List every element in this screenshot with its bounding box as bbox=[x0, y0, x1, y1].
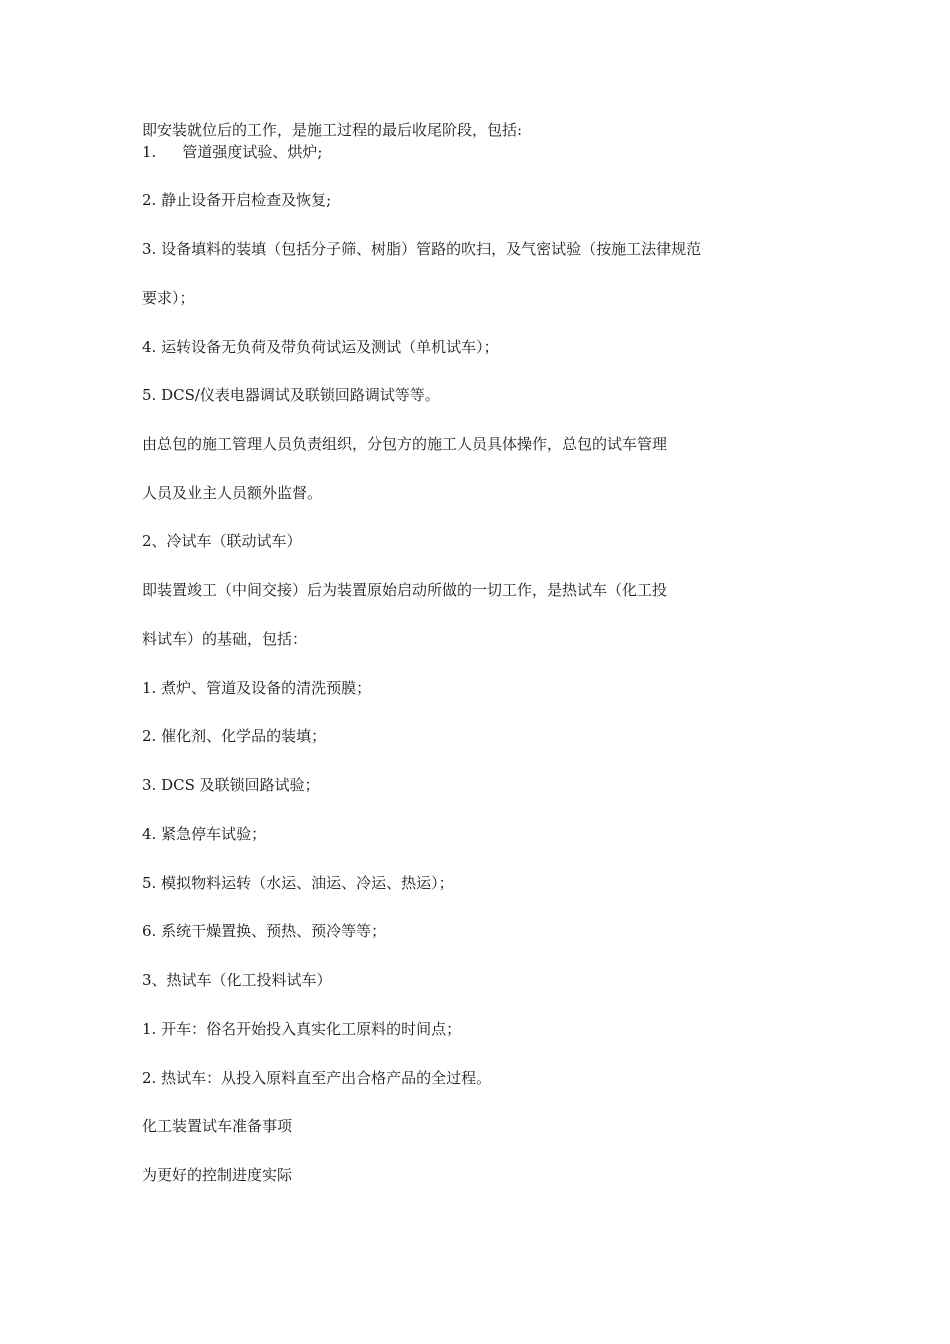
section-heading: 化工装置试车准备事项 bbox=[142, 1117, 293, 1135]
list-item: 2. 热试车：从投入原料直至产出合格产品的全过程。 bbox=[142, 1069, 492, 1087]
paragraph-line: 要求）； bbox=[142, 289, 195, 307]
paragraph-line: 料试车）的基础，包括： bbox=[142, 630, 308, 648]
list-item: 1. 煮炉、管道及设备的清洗预膜； bbox=[142, 679, 372, 697]
section-heading: 2、冷试车（联动试车） bbox=[142, 532, 302, 550]
list-item: 2. 静止设备开启检查及恢复; bbox=[142, 191, 332, 209]
paragraph-line: 人员及业主人员额外监督。 bbox=[142, 484, 323, 502]
list-item: 1. 开车：俗名开始投入真实化工原料的时间点； bbox=[142, 1020, 462, 1038]
paragraph-line: 即装置竣工（中间交接）后为装置原始启动所做的一切工作，是热试车（化工投 bbox=[142, 581, 668, 599]
list-item-text: 管道强度试验、烘炉; bbox=[182, 143, 323, 161]
list-item: 6. 系统干燥置换、预热、预冷等等； bbox=[142, 922, 387, 940]
list-item: 3. 设备填料的装填（包括分子筛、树脂）管路的吹扫，及气密试验（按施工法律规范 bbox=[142, 240, 702, 258]
paragraph-line: 为更好的控制进度实际 bbox=[142, 1166, 293, 1184]
section-heading: 3、热试车（化工投料试车） bbox=[142, 971, 332, 989]
list-item: 3. DCS 及联锁回路试验； bbox=[142, 776, 320, 794]
list-item: 5. DCS/仪表电器调试及联锁回路调试等等。 bbox=[142, 386, 440, 404]
list-item: 4. 紧急停车试验； bbox=[142, 825, 267, 843]
list-item: 5. 模拟物料运转（水运、油运、冷运、热运）； bbox=[142, 874, 454, 892]
list-item: 4. 运转设备无负荷及带负荷试运及测试（单机试车）； bbox=[142, 338, 499, 356]
list-item-number: 1. bbox=[142, 143, 157, 161]
list-item: 2. 催化剂、化学品的装填； bbox=[142, 727, 327, 745]
paragraph-line: 即安装就位后的工作，是施工过程的最后收尾阶段，包括: bbox=[142, 121, 523, 139]
paragraph-line: 由总包的施工管理人员负责组织，分包方的施工人员具体操作，总包的试车管理 bbox=[142, 435, 668, 453]
list-item bbox=[142, 143, 322, 161]
